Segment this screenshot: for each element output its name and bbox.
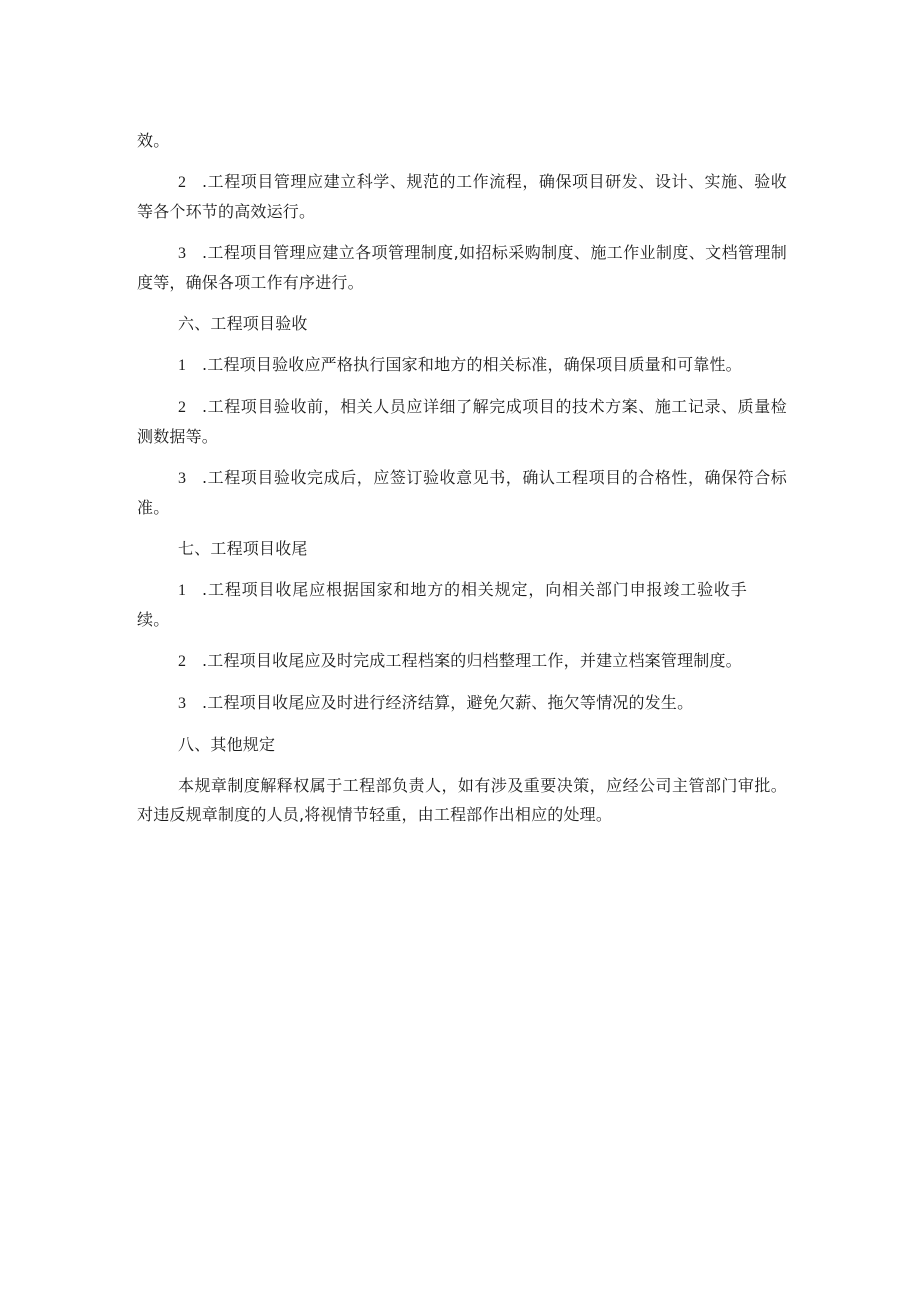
heading-text: 六、工程项目验收 xyxy=(178,314,308,333)
section-heading xyxy=(137,730,787,759)
item-number: 2 xyxy=(178,399,187,416)
item-number: 3 xyxy=(178,245,187,262)
list-item xyxy=(137,167,787,226)
section-heading xyxy=(137,534,787,563)
item-text: .工程项目验收完成后，应签订验收意见书，确认工程项目的合格性，确保符合标准。 xyxy=(137,468,787,517)
list-item xyxy=(137,575,787,634)
continuation-paragraph xyxy=(137,126,787,155)
item-number: 3 xyxy=(178,470,187,487)
item-text: .工程项目收尾应及时进行经济结算，避免欠薪、拖欠等情况的发生。 xyxy=(202,693,694,712)
list-item xyxy=(137,688,787,718)
heading-text: 七、工程项目收尾 xyxy=(178,539,308,558)
item-text: .工程项目收尾应根据国家和地方的相关规定，向相关部门申报竣工验收手续。 xyxy=(137,580,747,629)
item-text: .工程项目验收应严格执行国家和地方的相关标准，确保项目质量和可靠性。 xyxy=(202,355,742,374)
body-paragraph xyxy=(137,771,787,829)
item-text: .工程项目管理应建立各项管理制度,如招标采购制度、施工作业制度、文档管理制度等，确保各项工作有序进行。 xyxy=(137,243,787,292)
item-number: 2 xyxy=(178,653,187,670)
list-item xyxy=(137,646,787,676)
list-item xyxy=(137,392,787,451)
item-number: 1 xyxy=(178,582,187,599)
item-number: 1 xyxy=(178,357,187,374)
list-item xyxy=(137,463,787,522)
paragraph-text: 本规章制度解释权属于工程部负责人，如有涉及重要决策，应经公司主管部门审批。对违反规章制度的人员,将视情节轻重，由工程部作出相应的处理。 xyxy=(137,776,787,824)
paragraph-text: 效。 xyxy=(137,131,170,150)
item-text: .工程项目验收前，相关人员应详细了解完成项目的技术方案、施工记录、质量检测数据等。 xyxy=(137,397,787,446)
section-heading xyxy=(137,309,787,338)
list-item xyxy=(137,238,787,297)
list-item xyxy=(137,350,787,380)
item-text: .工程项目收尾应及时完成工程档案的归档整理工作，并建立档案管理制度。 xyxy=(202,651,742,670)
item-number: 2 xyxy=(178,174,187,191)
item-text: .工程项目管理应建立科学、规范的工作流程，确保项目研发、设计、实施、验收等各个环节的高效运行。 xyxy=(137,172,787,221)
item-number: 3 xyxy=(178,695,187,712)
heading-text: 八、其他规定 xyxy=(178,735,276,754)
document-body xyxy=(137,126,787,841)
